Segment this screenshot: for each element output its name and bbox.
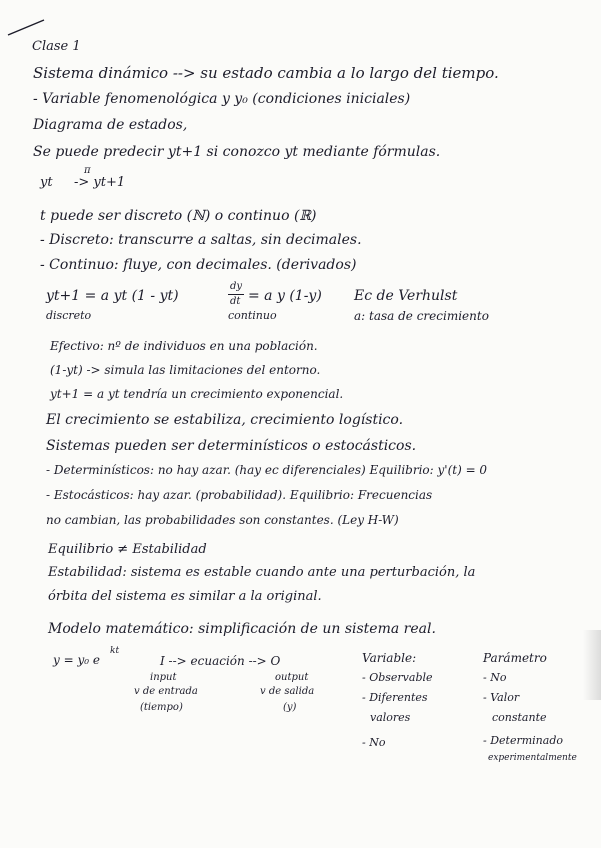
parametro-item-2: - Valor bbox=[483, 691, 520, 704]
parametro-item-3: - Determinado bbox=[483, 734, 563, 747]
variable-item-3: - No bbox=[362, 736, 386, 749]
variable-item-1: - Observable bbox=[362, 671, 433, 684]
line-discreto: - Discreto: transcurre a saltas, sin decimales. bbox=[40, 232, 362, 248]
io-output: output bbox=[275, 672, 309, 683]
map-left: yt bbox=[40, 175, 53, 190]
line-t: t puede ser discreto (ℕ) o continuo (ℝ) bbox=[40, 208, 317, 224]
io-input-t: (tiempo) bbox=[140, 702, 183, 713]
line-estab-2: órbita del sistema es similar a la original. bbox=[48, 589, 322, 604]
line-determ: - Determinísticos: no hay azar. (hay ec diferenciales) Equilibrio: y'(t) = 0 bbox=[46, 463, 488, 477]
io-line: I --> ecuación --> O bbox=[160, 654, 281, 668]
line-sistemas: Sistemas pueden ser determinísticos o estocásticos. bbox=[46, 438, 417, 454]
map-arrow-label: π bbox=[84, 165, 91, 176]
line-expo: yt+1 = a yt tendría un crecimiento exponencial. bbox=[50, 387, 344, 401]
line-diagrama: Diagrama de estados, bbox=[33, 117, 188, 133]
fraction-bar bbox=[228, 294, 244, 295]
line-estoc-2: no cambian, las probabilidades son constantes. (Ley H-W) bbox=[46, 513, 399, 527]
line-estoc-1: - Estocásticos: hay azar. (probabilidad). Equilibrio: Frecuencias bbox=[46, 488, 433, 502]
io-output-v: v de salida bbox=[260, 686, 315, 697]
eq-cont-rhs: = a y (1-y) bbox=[248, 288, 322, 304]
eq-cont-num: dy bbox=[230, 281, 243, 292]
eq-exp-base: y = y₀ e bbox=[53, 653, 100, 667]
eq-exp-sup: kt bbox=[110, 646, 120, 656]
eq-discrete-label: discreto bbox=[46, 309, 92, 322]
top-margin-stroke bbox=[0, 0, 601, 60]
line-continuo: - Continuo: fluye, con decimales. (derivados) bbox=[40, 257, 357, 273]
line-modelo: Modelo matemático: simplificación de un sistema real. bbox=[48, 621, 436, 637]
parametro-heading: Parámetro bbox=[483, 651, 547, 665]
eq-cont-den: dt bbox=[230, 296, 241, 307]
line-logistico: El crecimiento se estabiliza, crecimiento logístico. bbox=[46, 412, 404, 428]
parametro-item-1: - No bbox=[483, 671, 507, 684]
eq-name: Ec de Verhulst bbox=[354, 288, 458, 304]
io-output-y: (y) bbox=[283, 702, 297, 713]
variable-item-2: - Diferentes bbox=[362, 691, 428, 704]
line-sistema: Sistema dinámico --> su estado cambia a lo largo del tiempo. bbox=[33, 64, 499, 82]
line-predecir: Se puede predecir yt+1 si conozco yt mediante fórmulas. bbox=[33, 144, 441, 160]
line-equilibrio: Equilibrio ≠ Estabilidad bbox=[48, 542, 207, 557]
io-input-v: v de entrada bbox=[134, 686, 198, 697]
page-edge-shadow bbox=[583, 630, 601, 700]
page-heading: Clase 1 bbox=[32, 39, 81, 54]
variable-item-2b: valores bbox=[370, 711, 411, 724]
eq-discrete: yt+1 = a yt (1 - yt) bbox=[46, 288, 179, 304]
line-variable: - Variable fenomenológica y y₀ (condiciones iniciales) bbox=[33, 91, 411, 107]
variable-heading: Variable: bbox=[362, 651, 417, 665]
line-efectivo: Efectivo: nº de individuos en una población. bbox=[50, 339, 318, 353]
line-estab-1: Estabilidad: sistema es estable cuando ante una perturbación, la bbox=[48, 565, 476, 580]
parametro-item-3b: experimentalmente bbox=[488, 753, 577, 763]
io-input: input bbox=[150, 672, 177, 683]
parametro-item-2b: constante bbox=[492, 711, 547, 724]
line-limit: (1-yt) -> simula las limitaciones del entorno. bbox=[50, 363, 321, 377]
eq-cont-label: continuo bbox=[228, 309, 277, 322]
map-right: -> yt+1 bbox=[74, 175, 126, 190]
eq-name-note: a: tasa de crecimiento bbox=[354, 309, 489, 323]
